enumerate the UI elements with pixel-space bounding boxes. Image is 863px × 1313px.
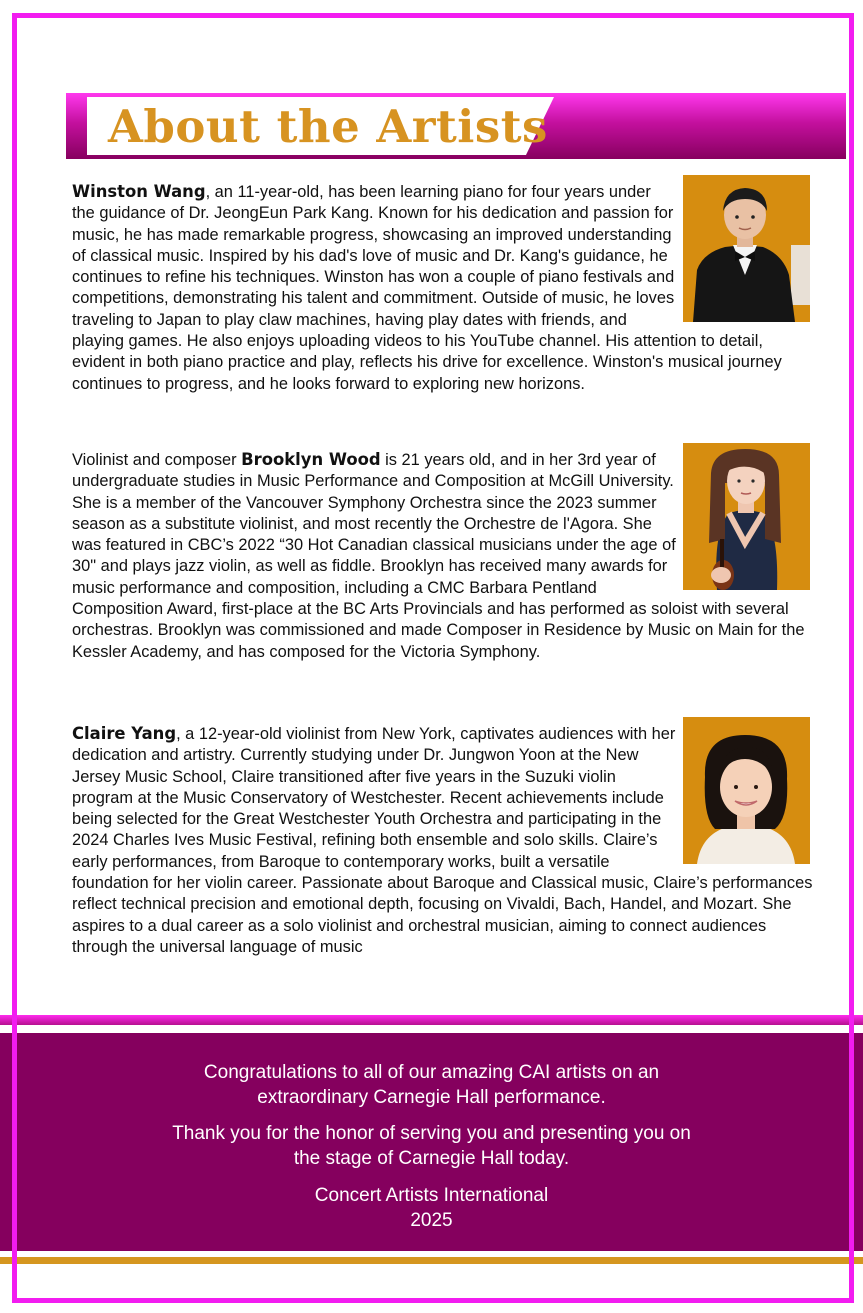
artist-name: Claire Yang bbox=[72, 724, 177, 743]
artist-bio-brooklyn-wood bbox=[72, 449, 814, 663]
artist-name: Winston Wang bbox=[72, 182, 206, 201]
artist-photo-brooklyn-wood bbox=[683, 443, 810, 590]
artist-photo-claire-yang bbox=[683, 717, 810, 864]
artist-photo-winston-wang bbox=[683, 175, 810, 322]
artist-bio-text: , a 12-year-old violinist from New York, captivates audiences with her dedication and artistry. Currently studying under Dr. Jungwon Yoon at the New Jersey Music School, Claire transitioned after five years in the Suzuki violin program at the Music Conservatory of Westchester. Recent achievements include being selected for the Great Westchester Youth Orchestra and participating in the 2024 Charles Ives Music Festival, refining both ensemble and solo skills. Claire’s early performances, from Baroque to contemporary works, built a versatile foundation for her violin career. Passionate about Baroque and Classical music, Claire’s performances reflect technical precision and emotional depth, focusing on Vivaldi, Bach, Handel, and Mozart. She aspires to a dual career as a solo violinist and orchestral musician, aiming to connect audiences through the universal language of music bbox=[72, 725, 813, 956]
thanks-line-2: the stage of Carnegie Hall today. bbox=[293, 1148, 570, 1169]
footer-panel bbox=[0, 1033, 863, 1251]
footer-stripe-gold bbox=[0, 1257, 863, 1264]
artist-bio-claire-yang bbox=[72, 723, 814, 958]
thank-you-message bbox=[0, 1121, 863, 1171]
footer-stripe-magenta bbox=[0, 1015, 863, 1025]
organization-name: Concert Artists International bbox=[314, 1185, 549, 1206]
footer-stripe-gap bbox=[0, 1025, 863, 1033]
artist-bio-text: , an 11-year-old, has been learning piano for four years under the guidance of Dr. JeongEun Park Kang. Known for his dedication and passion for music, he has made remarkable progress, showcasing an improved understanding of classical music. Inspired by his dad's love of music and Dr. Kang's guidance, he continues to refine his techniques. Winston has won a couple of piano festivals and competitions, demonstrating his talent and commitment. Outside of music, he loves traveling to Japan to play claw machines, having play dates with friends, and playing games. He also enjoys uploading videos to his YouTube channel. His attention to detail, evident in both piano practice and play, reflects his drive for excellence. Winston's musical journey continues to progress, and he looks forward to exploring new horizons. bbox=[72, 183, 782, 393]
artist-bio-text: is 21 years old, and in her 3rd year of undergraduate studies in Music Performance and Composition at McGill University. She is a member of the Vancouver Symphony Orchestra since the 2023 summer season as a substitute violinist, and most recently the Orchestre de l'Agora. She was featured in CBC’s 2022 “30 Hot Canadian classical musicians under the age of 30" and plays jazz violin, as well as fiddle. Brooklyn has received many awards for music performance and composition, including a CMC Barbara Pentland Composition Award, first-place at the BC Arts Provincials and has performed as soloist with several orchestras. Brooklyn was commissioned and made Composer in Residence by Music on Main for the Kessler Academy, and has composed for the Victoria Symphony. bbox=[72, 451, 805, 661]
thanks-line-1: Thank you for the honor of serving you and presenting you on bbox=[172, 1123, 691, 1144]
congratulations-message bbox=[0, 1060, 863, 1110]
organization-signature bbox=[0, 1183, 863, 1233]
year: 2025 bbox=[410, 1210, 453, 1231]
congrats-line-1: Congratulations to all of our amazing CAI artists on an bbox=[203, 1062, 660, 1083]
congrats-line-2: extraordinary Carnegie Hall performance. bbox=[257, 1087, 606, 1108]
artist-bio-winston-wang bbox=[72, 181, 814, 395]
page-title: About the Artists bbox=[108, 100, 548, 153]
artist-name-prefix: Violinist and composer bbox=[72, 451, 242, 469]
artist-name: Brooklyn Wood bbox=[241, 450, 381, 469]
